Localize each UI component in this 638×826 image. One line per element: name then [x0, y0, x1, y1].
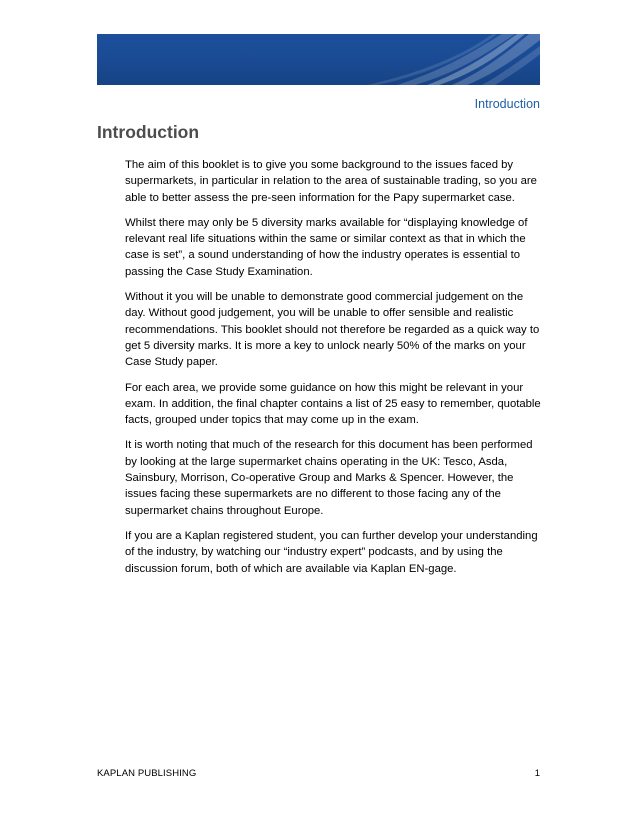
- paragraph: Whilst there may only be 5 diversity marks available for “displaying knowledge of relevant real life situations within the same or similar context as that in which the case is set”, a sound understanding of how the industry operates is essential to passing the Case Study Examination.: [125, 216, 528, 278]
- page-title: Introduction: [97, 122, 200, 142]
- banner-swoosh-graphic: [97, 34, 540, 85]
- header-banner: [97, 34, 540, 85]
- paragraph: The aim of this booklet is to give you some background to the issues faced by supermarkets, in particular in relation to the area of sustainable trading, so you are able to better assess the pre-seen information for the Papy supermarket case.: [125, 159, 537, 204]
- paragraph: Without it you will be unable to demonstrate good commercial judgement on the day. Without good judgement, you will be unable to offer sensible and realistic recommendations. This booklet should not therefore be regarded as a quick way to get 5 diversity marks. It is more a key to unlock nearly 50% of the marks on your Case Study paper.: [125, 291, 540, 369]
- footer-page-number: 1: [534, 768, 540, 779]
- paragraph: If you are a Kaplan registered student, you can further develop your understanding of the industry, by watching our “industry expert” podcasts, and by using the discussion forum, both of which are available via Kaplan EN-gage.: [125, 529, 538, 575]
- paragraph: It is worth noting that much of the research for this document has been performed by looking at the large supermarket chains operating in the UK: Tesco, Asda, Sainsbury, Morrison, Co-operative Group and Marks & Spencer. However, the issues facing these supermarkets are no different to those facing any of the supermarket chains throughout Europe.: [125, 439, 533, 517]
- section-header-label: Introduction: [474, 97, 540, 111]
- footer-publisher: KAPLAN PUBLISHING: [97, 768, 197, 779]
- paragraph: For each area, we provide some guidance on how this might be relevant in your exam. In addition, the final chapter contains a list of 25 easy to remember, quotable facts, grouped under topics that may come up in the exam.: [125, 381, 541, 427]
- body-text: [125, 157, 543, 586]
